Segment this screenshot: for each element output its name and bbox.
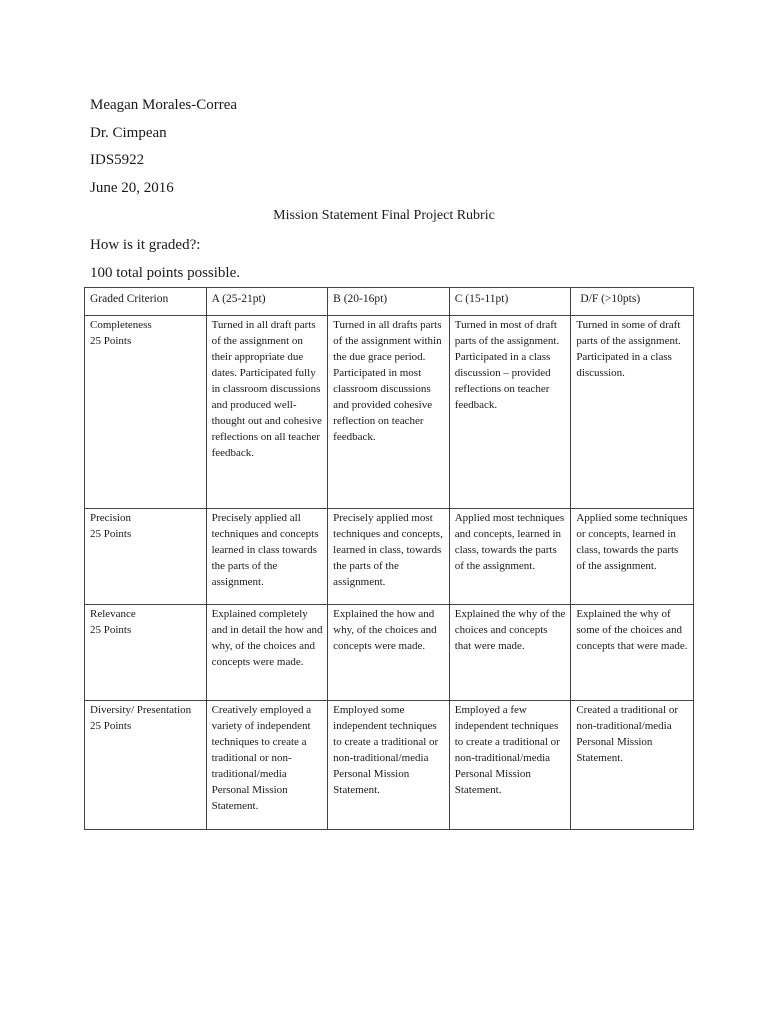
grade-df-cell: Turned in some of draft parts of the assignment. Participated in a class discussion. <box>571 316 694 509</box>
criterion-name: Diversity/ Presentation <box>90 704 192 716</box>
total-points: 100 total points possible. <box>90 265 240 281</box>
document-date: June 20, 2016 <box>90 180 174 196</box>
table-row <box>85 316 694 509</box>
rubric-header-row <box>85 288 694 316</box>
grade-b-cell: Explained the how and why, of the choices and concepts were made. <box>328 605 450 701</box>
header-grade-df: D/F (>10pts) <box>571 288 694 316</box>
grade-a-cell: Explained completely and in detail the how and why, of the choices and concepts were made. <box>206 605 328 701</box>
criterion-points: 25 Points <box>90 624 132 636</box>
grade-df-cell: Applied some techniques or concepts, learned in class, towards the parts of the assignment. <box>571 509 694 605</box>
criterion-cell <box>85 701 207 830</box>
criterion-points: 25 Points <box>90 335 132 347</box>
criterion-points: 25 Points <box>90 720 132 732</box>
grade-c-cell: Employed a few independent techniques to create a traditional or non-traditional/media Personal Mission Statement. <box>449 701 571 830</box>
table-row <box>85 509 694 605</box>
criterion-cell <box>85 509 207 605</box>
table-row <box>85 605 694 701</box>
grade-b-cell: Employed some independent techniques to create a traditional or non-traditional/media Personal Mission Statement. <box>328 701 450 830</box>
grade-b-cell: Turned in all drafts parts of the assignment within the due grace period. Participated in most classroom discussions and provided cohesive reflection on teacher feedback. <box>328 316 450 509</box>
grade-a-cell: Creatively employed a variety of independent techniques to create a traditional or non-traditional/media Personal Mission Statement. <box>206 701 328 830</box>
criterion-cell <box>85 605 207 701</box>
author-name: Meagan Morales-Correa <box>90 97 238 113</box>
course-code: IDS5922 <box>90 152 145 168</box>
criterion-points: 25 Points <box>90 528 132 540</box>
header-grade-c: C (15-11pt) <box>449 288 571 316</box>
rubric-table <box>84 287 694 830</box>
criterion-name: Relevance <box>90 608 136 620</box>
grade-a-cell: Turned in all draft parts of the assignment on their appropriate due dates. Participated fully in classroom discussions and produced well-thought out and cohesive reflections on all teacher feedback. <box>206 316 328 509</box>
criterion-name: Completeness <box>90 319 152 331</box>
document-title: Mission Statement Final Project Rubric <box>273 208 495 223</box>
header-criterion: Graded Criterion <box>85 288 207 316</box>
grade-b-cell: Precisely applied most techniques and concepts, learned in class, towards the parts of the assignment. <box>328 509 450 605</box>
header-grade-a: A (25-21pt) <box>206 288 328 316</box>
table-row <box>85 701 694 830</box>
instructor-name: Dr. Cimpean <box>90 125 167 141</box>
grade-c-cell: Applied most techniques and concepts, learned in class, towards the parts of the assignment. <box>449 509 571 605</box>
grade-c-cell: Turned in most of draft parts of the assignment. Participated in a class discussion – provided reflections on teacher feedback. <box>449 316 571 509</box>
header-grade-b: B (20-16pt) <box>328 288 450 316</box>
grade-df-cell: Explained the why of some of the choices and concepts that were made. <box>571 605 694 701</box>
grade-c-cell: Explained the why of the choices and concepts that were made. <box>449 605 571 701</box>
grade-df-cell: Created a traditional or non-traditional/media Personal Mission Statement. <box>571 701 694 830</box>
criterion-cell <box>85 316 207 509</box>
grading-question: How is it graded?: <box>90 237 201 253</box>
grade-a-cell: Precisely applied all techniques and concepts learned in class towards the parts of the assignment. <box>206 509 328 605</box>
criterion-name: Precision <box>90 512 131 524</box>
